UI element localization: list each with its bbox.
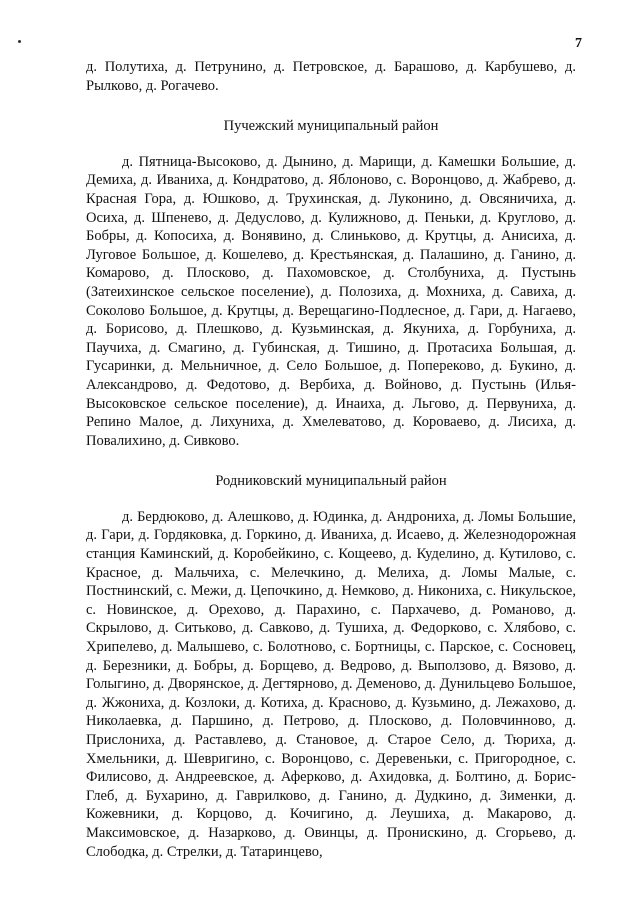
document-body: [86, 58, 576, 861]
section-text-puchezh: д. Пятница-Высоково, д. Дынино, д. Марищи, д. Камешки Большие, д. Демиха, д. Иваниха, д. Кондратово, д. Яблоново, с. Воронцово, д. Жабрево, д. Красная Гора, д. Юшково, д. Трухинская, д. Луконино, д. Овсяничиха, д. Осиха, д. Шпенево, д. Дедуслово, д. Кулижново, д. Пеньки, д. Круглово, д. Бобры, д. Копосиха, д. Вонявино, д. Слиньково, д. Крутцы, д. Анисиха, д. Луговое Большое, д. Кошелево, д. Крестьянская, д. Палашино, д. Ганино, д. Комарово, д. Плосково, д. Пахомовское, д. Столбуниха, д. Пустынь (Затеихинское сельское поселение), д. Полозиха, д. Мохниха, д. Савиха, д. Соколово Большое, д. Крутцы, д. Верещагино-Подлесное, д. Гари, д. Нагаево, д. Борисово, д. Плешково, д. Кузьминская, д. Якуниха, д. Горбуниха, д. Паучиха, д. Смагино, д. Губинская, д. Тишино, д. Протасиха Большая, д. Гусаринки, д. Мельничное, д. Село Большое, д. Поперековo, д. Букино, д. Александрово, д. Федотово, д. Вербиха, д. Войново, д. Пустынь (Илья-Высоковское сельское поселение), д. Инаиха, д. Льгово, д. Первуниха, д. Репино Малое, д. Лихуниха, д. Хмелеватово, д. Короваево, д. Лисиха, д. Повалихино, д. Сивково.: [86, 153, 576, 449]
section-text-rodniki: д. Бердюково, д. Алешково, д. Юдинка, д. Андрониха, д. Ломы Большие, д. Гари, д. Гордяковка, д. Горкино, д. Иваниха, д. Исаево, д. Железнодорожная станция Каминский, д. Коробейкино, с. Кощеево, д. Куделино, д. Кутилово, с. Красное, д. Мальчиха, с. Мелечкино, д. Мелиха, д. Ломы Малые, с. Постнинский, с. Межи, д. Цепочкино, д. Немково, д. Никониха, с. Никульское, с. Новинское, д. Орехово, д. Парахино, с. Пархачево, д. Романово, д. Скрылово, д. Ситьково, д. Савково, д. Тушиха, д. Федорково, с. Хлябово, с. Хрипелево, д. Малышево, с. Болотново, с. Бортницы, с. Парское, с. Сосновец, д. Березники, д. Бобры, д. Борщево, д. Ведрово, д. Выползово, д. Вязово, д. Голыгино, д. Дворянское, д. Дегтярново, д. Деменово, д. Дунильцево Большое, д. Жжониха, д. Козлоки, д. Котиха, д. Красново, д. Кузьмино, д. Лежахово, д. Николаевка, д. Паршино, д. Петрово, д. Плосково, д. Половчинново, д. Прислониха, д. Раставлево, д. Становое, д. Старое Село, д. Тюриха, д. Хмельники, д. Шевригино, с. Воронцово, с. Деревеньки, с. Пригородное, с. Филисово, д. Андреевское, д. Аферково, д. Ахидовка, д. Болтино, д. Борис-Глеб, д. Бухарино, д. Гаврилково, д. Ганино, д. Дудкино, д. Зименки, д. Кожевники, д. Корцово, д. Кочигино, д. Леушиха, д. Макарово, д. Максимовское, д. Назарково, д. Овинцы, д. Пронискино, д. Сгорьево, д. Слободка, д. Стрелки, д. Татаринцево,: [86, 508, 576, 860]
intro-paragraph: д. Полутиха, д. Петрунино, д. Петровское, д. Барашово, д. Карбушево, д. Рылково, д. Рогачево.: [86, 59, 576, 94]
page-number: 7: [575, 36, 582, 51]
section-heading-rodniki: Родниковский муниципальный район: [215, 473, 447, 490]
scan-dot: [18, 40, 21, 43]
section-heading-puchezh: Пучежский муниципальный район: [223, 118, 439, 135]
